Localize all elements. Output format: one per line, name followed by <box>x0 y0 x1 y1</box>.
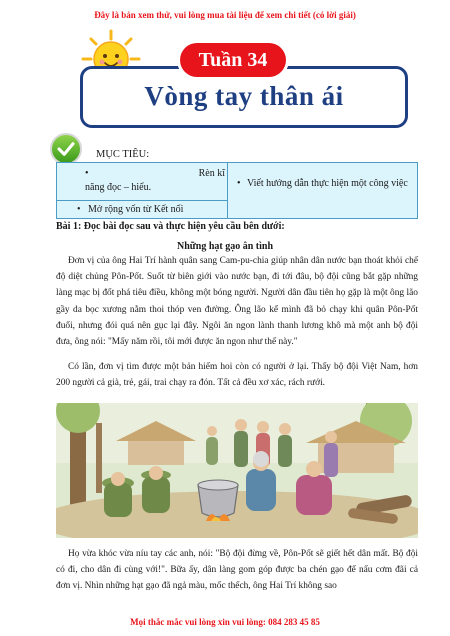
story-title: Những hạt gạo ân tình <box>176 241 274 252</box>
objective-item-vocab: • Mở rộng vốn từ Kết nối <box>77 204 184 215</box>
objective-item-reading-b: năng đọc – hiểu. <box>85 182 152 193</box>
objective-item-reading-a: Rèn kĩ <box>198 168 225 179</box>
story-paragraph-3: Họ vừa khóc vừa níu tay các anh, nói: "Bộ đội đừng về, Pôn-Pốt sẽ giết hết dân mất. Bộ đội có đi, cho dân đi cùng với!". Bữa ấy, dân làng gom góp được ba chén gạo để nấu cơm đãi cả đơn vị. Nhìn những hạt gạo đã ngả màu, mốc thếch, ông Hai Trí không sao <box>56 549 418 592</box>
objective-item-writing: • Viết hướng dẫn thực hiện một công việc <box>237 177 411 191</box>
task-heading: Bài 1: Đọc bài đọc sau và thực hiện yêu cầu bên dưới: <box>56 221 285 232</box>
checkmark-icon <box>50 133 82 165</box>
objectives-table <box>56 162 418 219</box>
story-illustration <box>56 403 418 538</box>
objective-item-vocab-text: Mở rộng vốn từ Kết nối <box>88 204 184 215</box>
preview-notice: Đây là bản xem thử, vui lòng mua tài liệu để xem chi tiết (có lời giải) <box>94 10 356 20</box>
objective-item-writing-text: Viết hướng dẫn thực hiện một công việc <box>247 178 408 189</box>
week-badge: Tuần 34 <box>180 43 286 77</box>
page-title: Vòng tay thân ái <box>144 81 344 111</box>
objectives-label: MỤC TIÊU: <box>96 149 150 160</box>
contact-notice: Mọi thắc mắc vui lòng xin vui lòng: 084 283 45 85 <box>130 617 320 627</box>
story-paragraph-1: Đơn vị của ông Hai Trí hành quân sang Cam-pu-chia giúp nhân dân nước bạn thoát khỏi chế độ diệt chủng Pôn-Pốt. Suốt từ biên giới vào nước bạn, đi tới đâu, bộ đội cũng bắt gặp những làng mạc bị đốt phá tiêu điều, không một bóng người. Người dân đầu tiên họ gặp là một ông lão gầy da bọc xương nằm thoi thóp ven đường. Ông lão kể mình đã bỏ chạy khi quân Pôn-Pốt đuổi, nhưng đói quá nên gục lại đây. Ngôi ăn ngon lành thanh lương khô mà một anh bộ đội đưa, ông nói: "Mấy năm rồi, tôi mới được ăn ngon như thế này." <box>56 256 418 348</box>
objective-item-reading: • Rèn kĩ năng đọc – hiểu. <box>85 168 225 193</box>
story-paragraph-2: Có lần, đơn vị tìm được một bản hiếm hoi còn có người ở lại. Thấy bộ đội Việt Nam, hơn 200 người cả già, trẻ, gái, trai chạy ra đón. Tất cả đều xơ xác, rách rưới. <box>56 362 418 389</box>
